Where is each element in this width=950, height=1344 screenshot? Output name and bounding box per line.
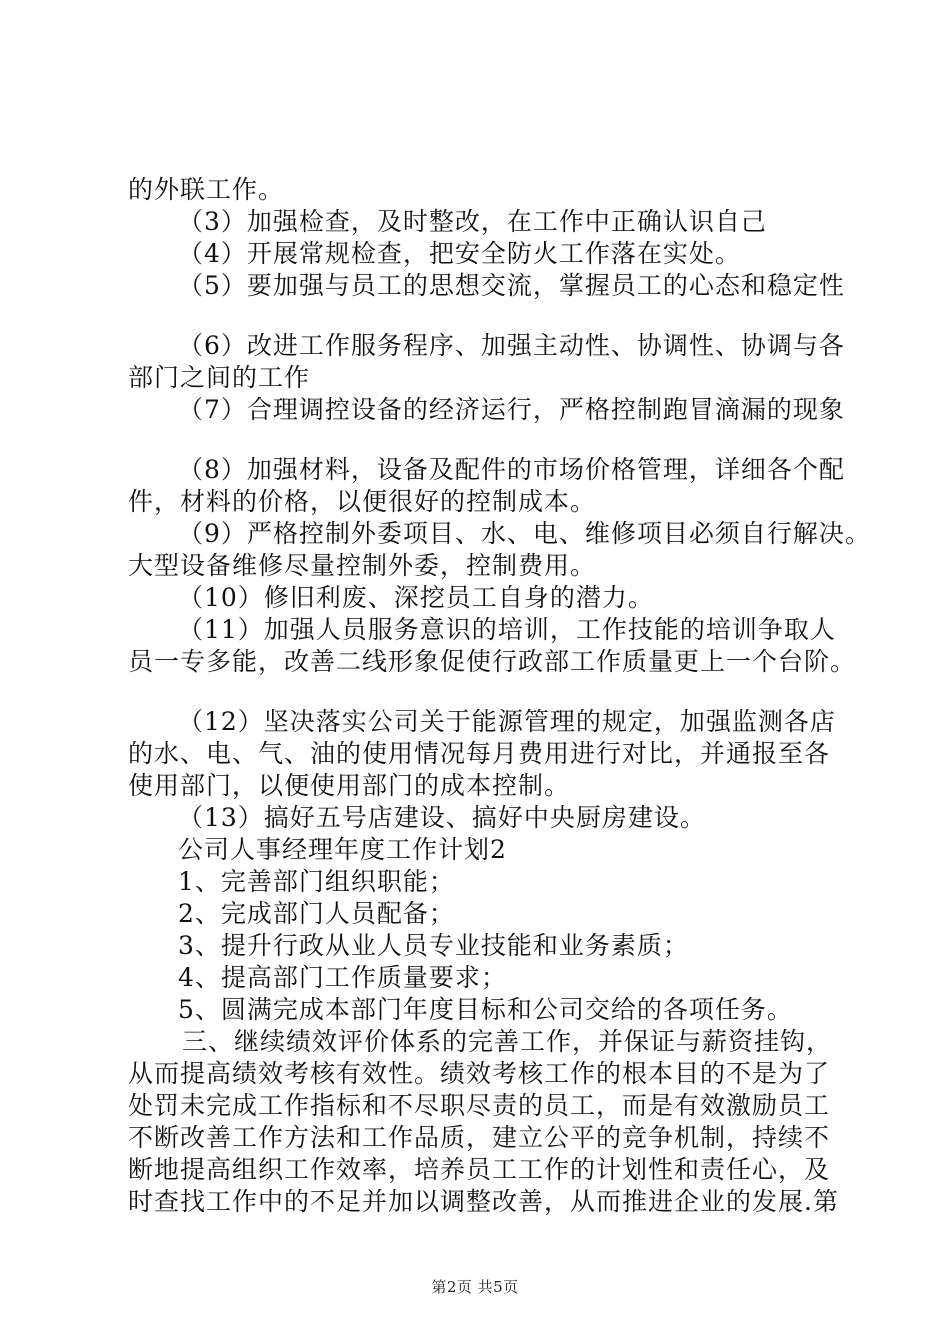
text-line: 员一专多能，改善二线形象促使行政部工作质量更上一个台阶。 (128, 647, 857, 676)
page-footer: 第2页 共5页 (431, 1278, 519, 1296)
text-line: 时查找工作中的不足并加以调整改善，从而推进企业的发展.第 (128, 1187, 839, 1216)
list-item: 2、完成部门人员配备； (178, 899, 455, 928)
text-line: （13）搞好五号店建设、搞好中央厨房建设。 (178, 803, 706, 832)
list-item: 5、圆满完成本部门年度目标和公司交给的各项任务。 (178, 995, 793, 1024)
list-item: 3、提升行政从业人员专业技能和业务素质； (178, 931, 689, 960)
list-item: 1、完善部门组织职能； (178, 867, 455, 896)
text-line: （10）修旧利废、深挖员工自身的潜力。 (178, 583, 654, 612)
text-line: 不断改善工作方法和工作品质，建立公平的竞争机制，持续不 (128, 1123, 831, 1152)
text-line: （5）要加强与员工的思想交流，掌握员工的心态和稳定性 (178, 271, 845, 300)
text-line: 从而提高绩效考核有效性。绩效考核工作的根本目的不是为了 (128, 1059, 831, 1088)
text-line: （7）合理调控设备的经济运行，严格控制跑冒滴漏的现象 (178, 395, 845, 424)
list-item: 4、提高部门工作质量要求； (178, 963, 507, 992)
text-line: 三、继续绩效评价体系的完善工作，并保证与薪资挂钩， (182, 1027, 833, 1056)
text-line: （9）严格控制外委项目、水、电、维修项目必须自行解决。 (178, 519, 871, 548)
text-line: 处罚未完成工作指标和不尽职尽责的员工，而是有效激励员工 (128, 1091, 831, 1120)
text-line: （12）坚决落实公司关于能源管理的规定，加强监测各店 (178, 707, 836, 736)
text-line: 件，材料的价格，以便很好的控制成本。 (128, 487, 597, 516)
text-line: （3）加强检查，及时整改，在工作中正确认识自己 (178, 207, 767, 236)
text-line: （6）改进工作服务程序、加强主动性、协调性、协调与各 (178, 331, 845, 360)
text-line: 断地提高组织工作效率，培养员工工作的计划性和责任心，及 (128, 1155, 831, 1184)
text-line: （8）加强材料，设备及配件的市场价格管理，详细各个配 (178, 455, 845, 484)
text-line: 大型设备维修尽量控制外委，控制费用。 (128, 551, 597, 580)
text-line: 使用部门，以便使用部门的成本控制。 (128, 771, 571, 800)
text-line: （11）加强人员服务意识的培训，工作技能的培训争取人 (178, 615, 836, 644)
text-line: 的外联工作。 (128, 175, 285, 204)
text-line: （4）开展常规检查，把安全防火工作落在实处。 (178, 239, 741, 268)
text-line: 部门之间的工作 (128, 363, 311, 392)
text-line: 的水、电、气、油的使用情况每月费用进行对比，并通报至各 (128, 739, 831, 768)
section-heading: 公司人事经理年度工作计划2 (178, 835, 507, 864)
